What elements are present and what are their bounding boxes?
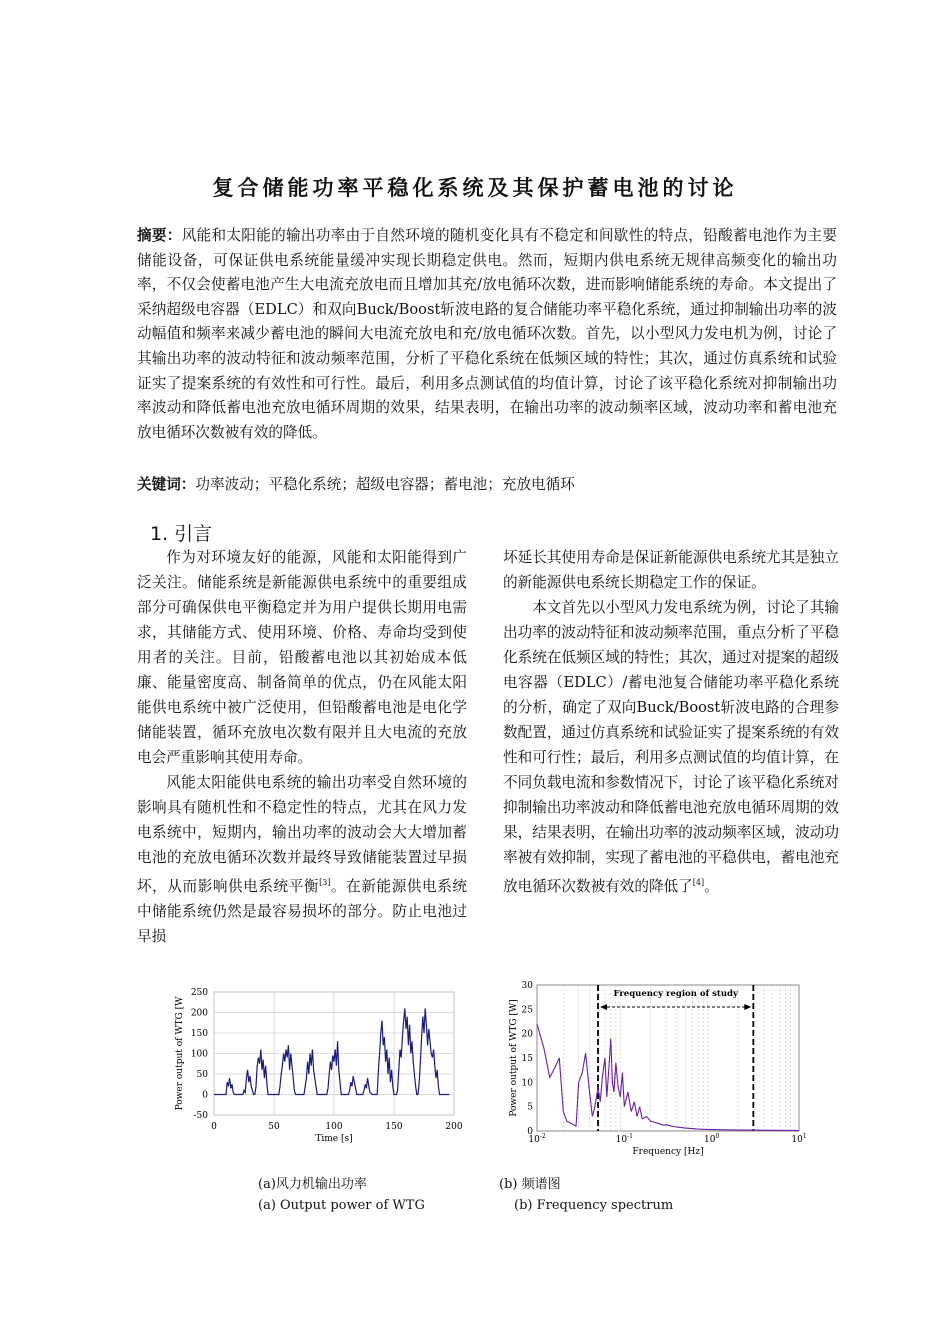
arrowhead-right <box>744 1004 751 1010</box>
section-heading: 1. 引言 <box>150 523 213 545</box>
y-tick-label: 20 <box>521 1029 533 1040</box>
figure-b-caption-cn: (b) 频谱图 <box>499 1177 561 1192</box>
body-column-left <box>137 545 467 949</box>
x-tick-label: $10^{-1}$ <box>615 1133 633 1145</box>
region-annotation: Frequency region of study <box>613 989 738 999</box>
arrowhead-left <box>600 1004 607 1010</box>
x-tick-label: 0 <box>211 1122 217 1132</box>
y-axis-label: Power output of WTG [W] <box>509 999 519 1117</box>
chart-output-power <box>168 982 468 1152</box>
keywords-label: 关键词： <box>137 476 196 493</box>
y-axis-label: Power output of WTG [W <box>175 996 185 1111</box>
citation: [3] <box>319 878 331 887</box>
abstract-text: 风能和太阳能的输出功率由于自然环境的随机变化具有不稳定和间歇性的特点，铅酸蓄电池作为主要储能设备，可保证供电系统能量缓冲实现长期稳定供电。然而，短期内供电系统无规律高频变化的输出功率，不仅会使蓄电池产生大电流充放电而且增加其充/放电循环次数，进而影响储能系统的寿命。本文提出了采纳超级电容器（EDLC）和双向Buck/Boost斩波电路的复合储能功率平稳化系统，通过抑制输出功率的波动幅值和频率来减少蓄电池的瞬间大电流充放电和充/放电循环次数。首先，以小型风力发电机为例，讨论了其输出功率的波动特征和波动频率范围，分析了平稳化系统在低频区域的特性；其次，通过仿真系统和试验证实了提案系统的有效性和可行性。最后，利用多点测试值的均值计算，讨论了该平稳化系统对抑制输出功率波动和降低蓄电池充放电循环周期的效果，结果表明，在输出功率的波动频率区域，波动功率和蓄电池充放电循环次数被有效的降低。 <box>137 227 837 441</box>
y-tick-label: 150 <box>190 1029 208 1039</box>
paragraph-text: 风能太阳能供电系统的输出功率受自然环境的影响具有随机性和不稳定性的特点，尤其在风力发电系统中，短期内，输出功率的波动会大大增加蓄电池的充放电循环次数并最终导致储能装置过早损坏，从而影响供电系统平衡 <box>137 774 467 895</box>
y-tick-label: 100 <box>190 1049 208 1060</box>
body-column-right <box>503 545 839 899</box>
x-tick-label: $10^0$ <box>704 1133 720 1145</box>
figure-a-caption-cn: (a)风力机输出功率 <box>258 1177 367 1192</box>
x-axis-label: Frequency [Hz] <box>632 1147 704 1157</box>
y-tick-label: 250 <box>190 988 208 998</box>
abstract <box>137 224 837 445</box>
y-tick-label: 0 <box>202 1090 208 1101</box>
x-tick-label: 50 <box>268 1122 280 1132</box>
y-tick-label: 50 <box>196 1070 208 1080</box>
x-tick-label: 150 <box>385 1122 403 1132</box>
series-line <box>537 1024 799 1131</box>
y-tick-label: -50 <box>193 1111 208 1121</box>
x-tick-label: $10^1$ <box>791 1133 807 1145</box>
citation: [4] <box>692 878 705 887</box>
y-tick-label: 30 <box>521 981 533 991</box>
paragraph <box>137 770 467 949</box>
y-tick-label: 15 <box>521 1054 533 1064</box>
paragraph: 作为对环境友好的能源，风能和太阳能得到广泛关注。储能系统是新能源供电系统中的重要组成部分可确保供电平衡稳定并为用户提供长期用电需求，其储能方式、使用环境、价格、寿命均受到使用者的关注。目前，铅酸蓄电池以其初始成本低廉、能量密度高、制备简单的优点，仍在风能太阳能供电系统中被广泛使用，但铅酸蓄电池是电化学储能装置，循环充放电次数有限并且大电流的充放电会严重影响其使用寿命。 <box>137 549 467 766</box>
series-line <box>214 1008 449 1094</box>
paragraph-text: 。 <box>704 877 719 895</box>
paper-title: 复合储能功率平稳化系统及其保护蓄电池的讨论 <box>212 176 738 200</box>
keywords-text: 功率波动；平稳化系统；超级电容器；蓄电池；充放电循环 <box>195 476 575 493</box>
x-axis-label: Time [s] <box>315 1134 353 1144</box>
figure-b-caption-en: (b) Frequency spectrum <box>514 1198 674 1213</box>
y-tick-label: 5 <box>527 1102 533 1113</box>
paragraph <box>503 595 839 899</box>
chart-frequency-spectrum <box>503 980 813 1160</box>
paragraph: 坏延长其使用寿命是保证新能源供电系统尤其是独立的新能源供电系统长期稳定工作的保证。 <box>503 549 839 591</box>
keywords <box>137 473 837 497</box>
y-tick-label: 0 <box>527 1127 533 1137</box>
abstract-label: 摘要： <box>137 227 182 244</box>
y-tick-label: 10 <box>521 1078 533 1089</box>
figure-a-caption-en: (a) Output power of WTG <box>258 1198 425 1213</box>
x-tick-label: $10^{-2}$ <box>528 1133 546 1145</box>
x-tick-label: 100 <box>325 1122 343 1132</box>
paragraph-text: 。在新能源供电系统中储能系统仍然是最容易损坏的部分。防止电池过早损 <box>137 877 467 945</box>
y-tick-label: 25 <box>521 1005 533 1016</box>
x-tick-label: 200 <box>445 1122 463 1132</box>
y-tick-label: 200 <box>190 1008 208 1019</box>
paragraph-text: 本文首先以小型风力发电系统为例，讨论了其输出功率的波动特征和波动频率范围，重点分析了平稳化系统在低频区域的特性；其次，通过对提案的超级电容器（EDLC）/蓄电池复合储能功率平稳化系统的分析，确定了双向Buck/Boost斩波电路的合理参数配置，通过仿真系统和试验证实了提案系统的有效性和可行性；最后，利用多点测试值的均值计算，在不同负载电流和参数情况下，讨论了该平稳化系统对抑制输出功率波动和降低蓄电池充放电循环周期的效果，结果表明，在输出功率的波动频率区域，波动功率被有效抑制，实现了蓄电池的平稳供电，蓄电池充放电循环次数被有效的降低了 <box>503 599 839 895</box>
